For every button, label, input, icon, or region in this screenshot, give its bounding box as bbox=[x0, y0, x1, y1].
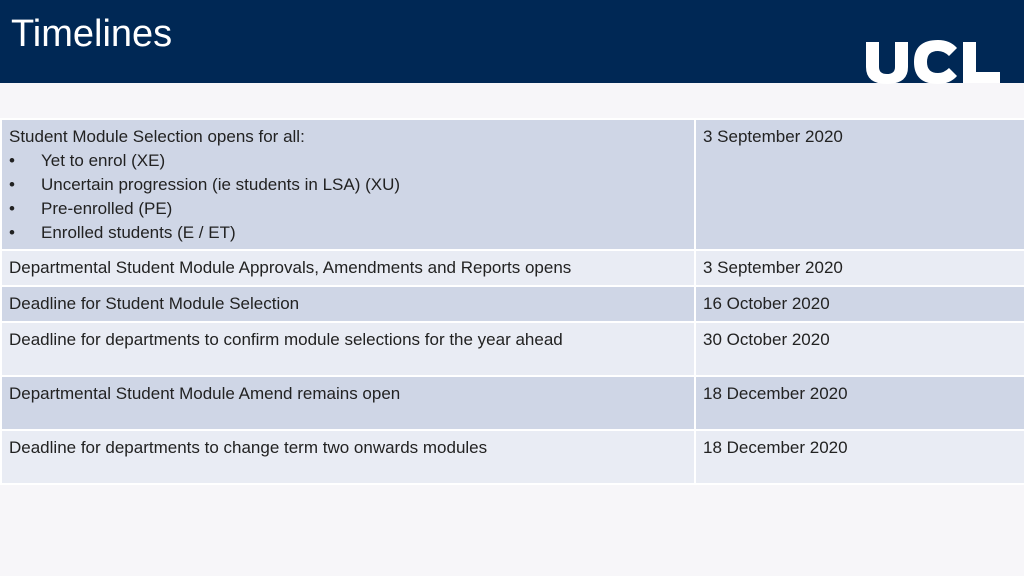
event-cell: Deadline for departments to change term two onwards modules bbox=[1, 430, 695, 484]
date-cell: 18 December 2020 bbox=[695, 376, 1024, 430]
list-item bbox=[9, 149, 687, 173]
list-item bbox=[9, 197, 687, 221]
list-item bbox=[9, 173, 687, 197]
table-row bbox=[1, 286, 1024, 322]
list-item-text: Enrolled students (E / ET) bbox=[41, 223, 236, 242]
list-item bbox=[9, 221, 687, 245]
table-row bbox=[1, 322, 1024, 376]
bullet-icon: • bbox=[9, 223, 15, 242]
list-item-text: Uncertain progression (ie students in LSA) (XU) bbox=[41, 175, 401, 194]
ucl-logo bbox=[864, 36, 1002, 84]
event-cell: Departmental Student Module Approvals, Amendments and Reports opens bbox=[1, 250, 695, 286]
table-row bbox=[1, 376, 1024, 430]
event-cell bbox=[1, 119, 695, 250]
list-item-text: Pre-enrolled (PE) bbox=[41, 199, 173, 218]
list-item-text: Yet to enrol (XE) bbox=[41, 151, 166, 170]
event-cell: Deadline for departments to confirm module selections for the year ahead bbox=[1, 322, 695, 376]
date-cell: 30 October 2020 bbox=[695, 322, 1024, 376]
page-title: Timelines bbox=[11, 13, 173, 55]
bullet-icon: • bbox=[9, 151, 15, 170]
slide-header bbox=[0, 0, 1024, 83]
date-cell: 3 September 2020 bbox=[695, 119, 1024, 250]
event-text: Student Module Selection opens for all: bbox=[9, 127, 305, 146]
date-cell: 16 October 2020 bbox=[695, 286, 1024, 322]
bullet-icon: • bbox=[9, 175, 15, 194]
table-row bbox=[1, 250, 1024, 286]
table-row bbox=[1, 119, 1024, 250]
date-cell: 3 September 2020 bbox=[695, 250, 1024, 286]
table-row bbox=[1, 430, 1024, 484]
event-cell: Departmental Student Module Amend remains open bbox=[1, 376, 695, 430]
bullet-icon: • bbox=[9, 199, 15, 218]
event-cell: Deadline for Student Module Selection bbox=[1, 286, 695, 322]
timelines-table bbox=[0, 118, 1024, 485]
student-type-list bbox=[9, 149, 687, 245]
date-cell: 18 December 2020 bbox=[695, 430, 1024, 484]
